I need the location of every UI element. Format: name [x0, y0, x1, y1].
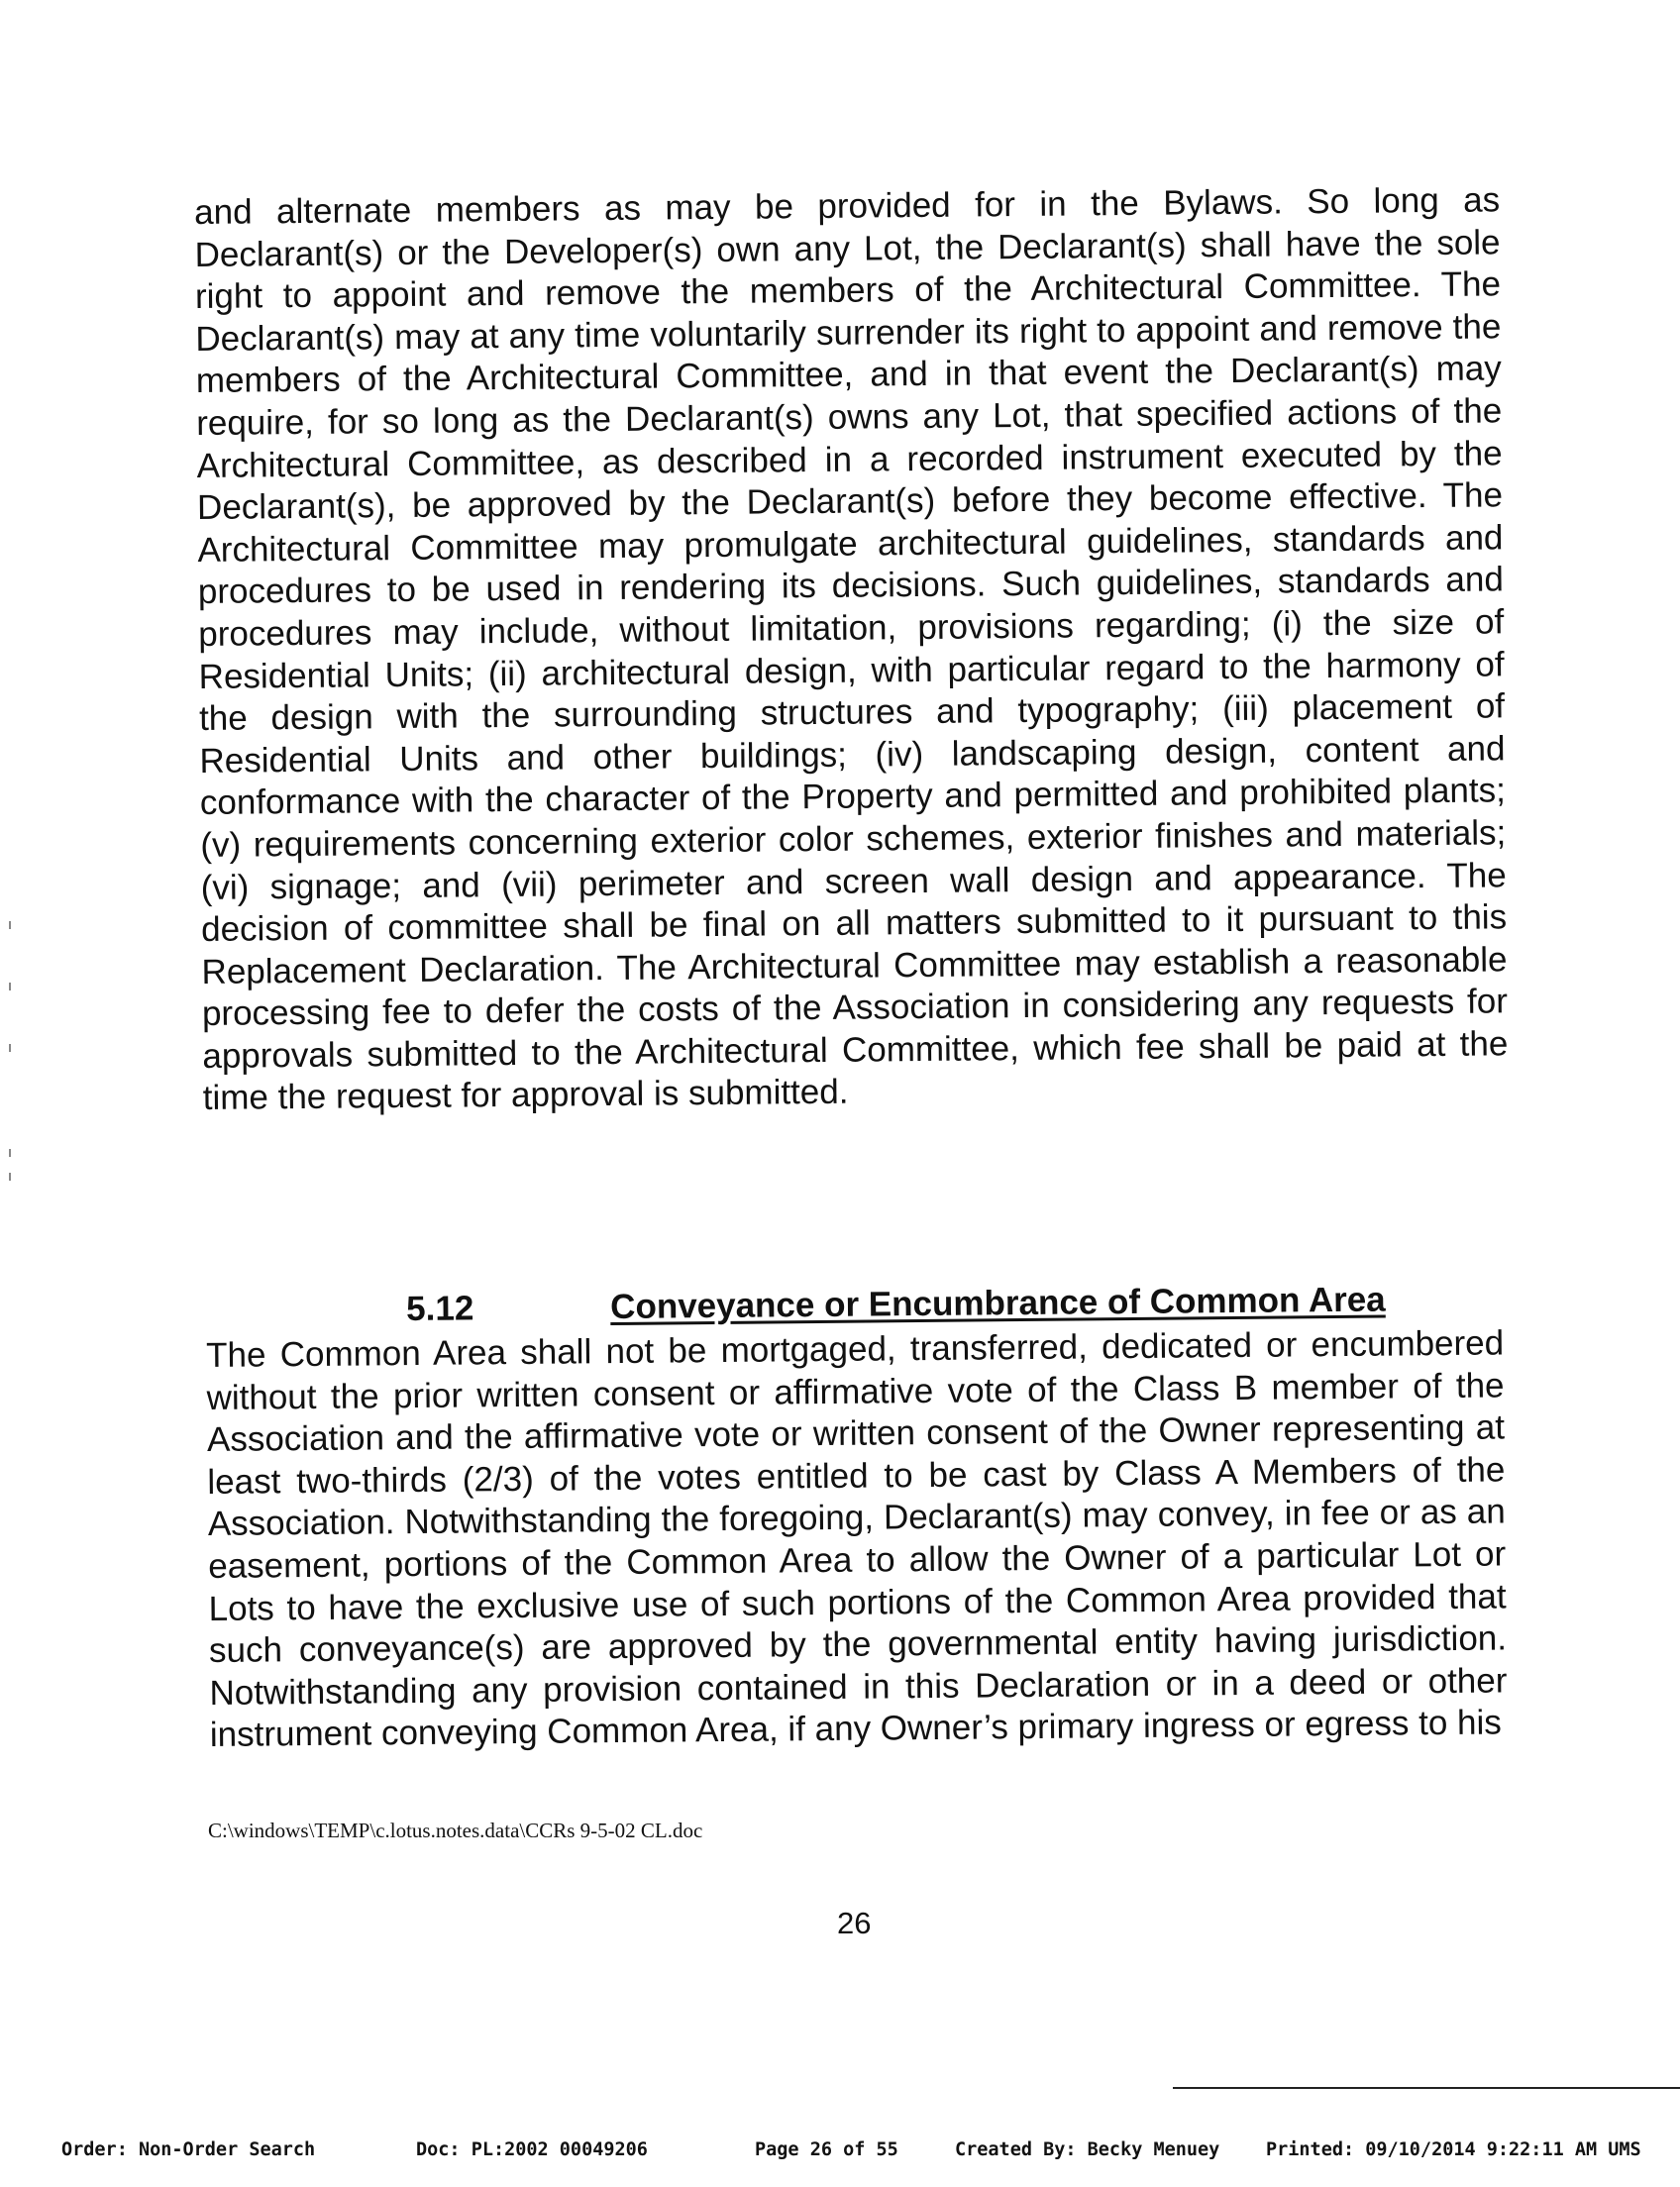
footer-divider [1173, 2087, 1680, 2089]
footer-order: Order: Non-Order Search [61, 2139, 316, 2160]
section-heading [406, 1279, 1502, 1329]
margin-marks [9, 921, 13, 1189]
footer-page: Page 26 of 55 [755, 2139, 898, 2160]
section-number: 5.12 [406, 1289, 474, 1328]
footer-created-by: Created By: Becky Menuey [955, 2139, 1220, 2160]
section-title: Conveyance or Encumbrance of Common Area [609, 1280, 1386, 1327]
footer-doc: Doc: PL:2002 00049206 [416, 2139, 648, 2160]
footer-printed: Printed: 09/10/2014 9:22:11 AM UMS [1266, 2139, 1641, 2160]
page-number: 26 [837, 1906, 872, 1940]
file-path: C:\windows\TEMP\c.lotus.notes.data\CCRs 9-5-02 CL.doc [208, 1819, 703, 1842]
section-paragraph: The Common Area shall not be mortgaged, transferred, dedicated or encumbered without the prior written consent or affirmative vote of the Class B member of the Association and the affirmative vote or written consent of the Owner representing at least two-thirds (2/3) of the votes entitled to be cast by Class A Members of the Association. Notwithstanding the foregoing, Declarant(s) may convey, in fee or as an easement, portions of the Common Area to allow the Owner of a particular Lot or Lots to have the exclusive use of such portions of the Common Area provided that such conveyance(s) are approved by the governmental entity having jurisdiction. Notwithstanding any provision contained in this Declaration or in a deed or other instrument conveying Common Area, if any Owner’s primary ingress or egress to his [206, 1323, 1508, 1755]
body-paragraph: and alternate members as may be provided for in the Bylaws. So long as Declarant(s) or the Developer(s) own any Lot, the Declarant(s) shall have the sole right to appoint and remove the members of the Architectural Committee. The Declarant(s) may at any time voluntarily surrender its right to appoint and remove the members of the Architectural Committee, and in that event the Declarant(s) may require, for so long as the Declarant(s) owns any Lot, that specified actions of the Architectural Committee, as described in a recorded instrument executed by the Declarant(s), be approved by the Declarant(s) before they become effective. The Architectural Committee may promulgate architectural guidelines, standards and procedures to be used in rendering its decisions. Such guidelines, standards and procedures may include, without limitation, provisions regarding; (i) the size of Residential Units; (ii) architectural design, with particular regard to the harmony of the design with the surrounding structures and typography; (iii) placement of Residential Units and other buildings; (iv) landscaping design, content and conformance with the character of the Property and permitted and prohibited plants; (v) requirements concerning exterior color schemes, exterior finishes and materials; (vi) signage; and (vii) perimeter and screen wall design and appearance. The decision of committee shall be final on all matters submitted to it pursuant to this Replacement Declaration. The Architectural Committee may establish a reasonable processing fee to defer the costs of the Association in considering any requests for approvals submitted to the Architectural Committee, which fee shall be paid at the time the request for approval is submitted. [194, 180, 1509, 1118]
print-footer [0, 2139, 1680, 2167]
